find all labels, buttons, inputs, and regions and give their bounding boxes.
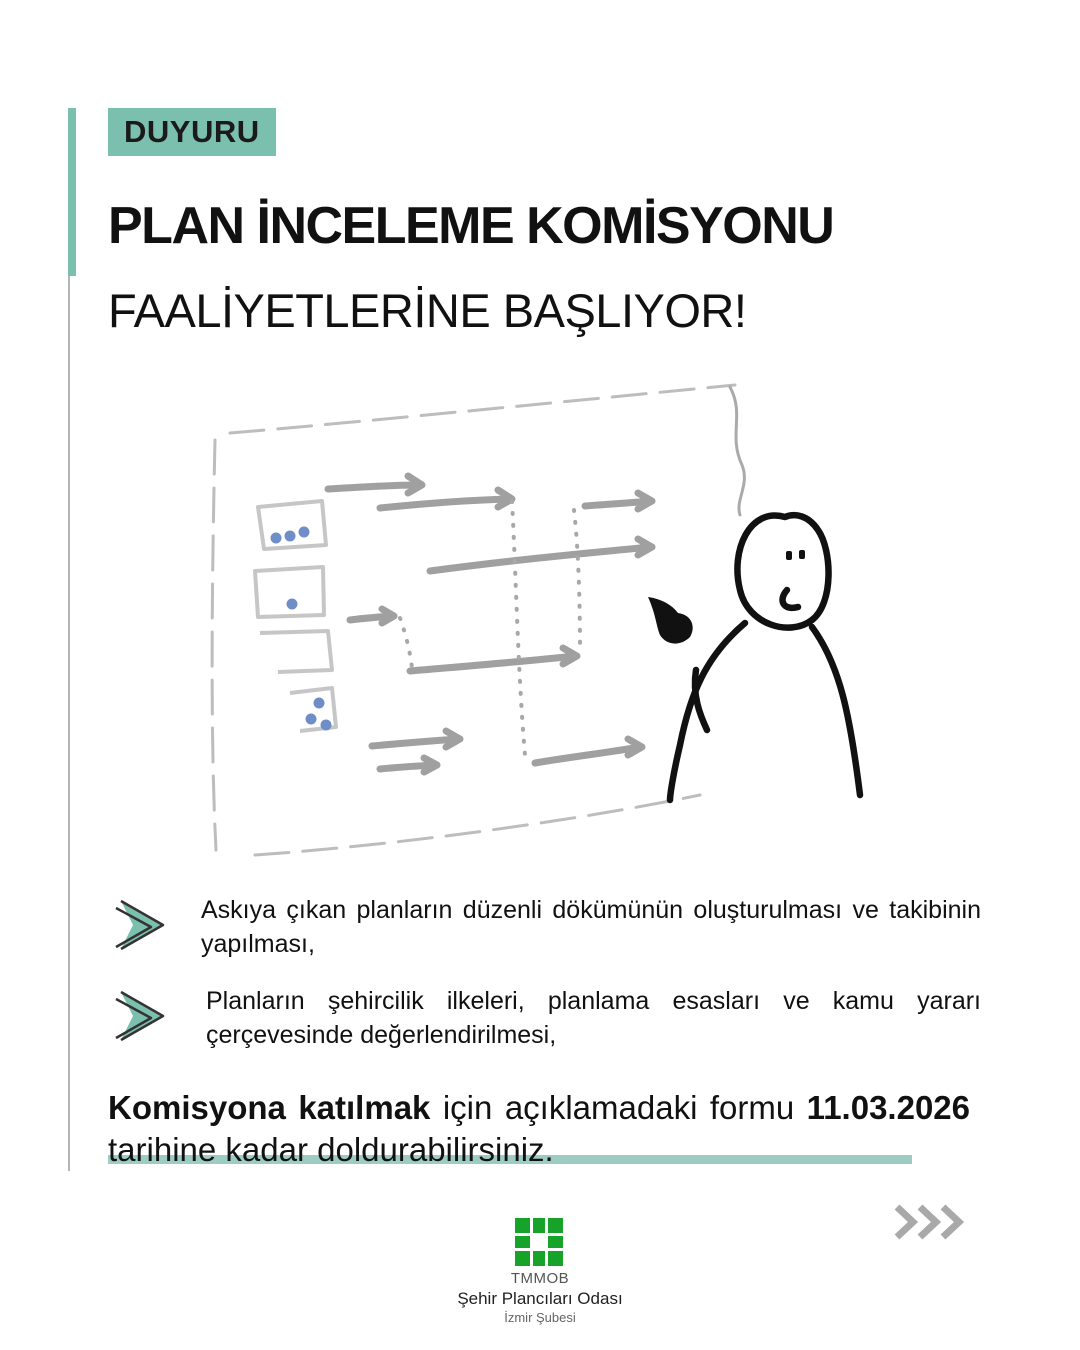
logo-line-tmmob: TMMOB <box>510 1270 570 1287</box>
page-title: PLAN İNCELEME KOMİSYONU <box>108 197 834 255</box>
chevron-right-icon <box>115 988 169 1044</box>
accent-bar <box>68 108 76 276</box>
chevron-right-icon <box>115 897 169 953</box>
logo-line-chamber: Şehir Plancıları Odası <box>457 1289 623 1308</box>
whiteboard-illustration <box>200 375 880 865</box>
organization-logo <box>440 1270 640 1326</box>
cta-bold-join: Komisyona katılmak <box>108 1089 431 1126</box>
bullet-item <box>115 984 981 1056</box>
logo-line-branch: İzmir Şubesi <box>504 1310 576 1325</box>
left-rule <box>68 276 70 1171</box>
bullet-text: Planların şehircilik ilkeleri, planlama esasları ve kamu yararı çerçevesinde değerlendirilmesi, <box>206 987 981 1049</box>
bullet-text: Askıya çıkan planların düzenli dökümünün oluşturulması ve takibinin yapılması, <box>201 896 981 958</box>
announcement-tag: DUYURU <box>108 108 276 156</box>
triple-chevron-right-icon[interactable] <box>893 1203 973 1241</box>
cta-bold-date: 11.03.2026 <box>806 1089 970 1126</box>
page-subtitle: FAALİYETLERİNE BAŞLIYOR! <box>108 284 747 337</box>
cta-text-deadline: tarihine kadar doldurabilirsiniz. <box>108 1131 554 1168</box>
bullet-item <box>115 893 981 965</box>
square-grid-logo-icon <box>515 1218 563 1266</box>
cta-text-form: için açıklamadaki formu <box>430 1089 807 1126</box>
call-to-action <box>108 1087 970 1171</box>
